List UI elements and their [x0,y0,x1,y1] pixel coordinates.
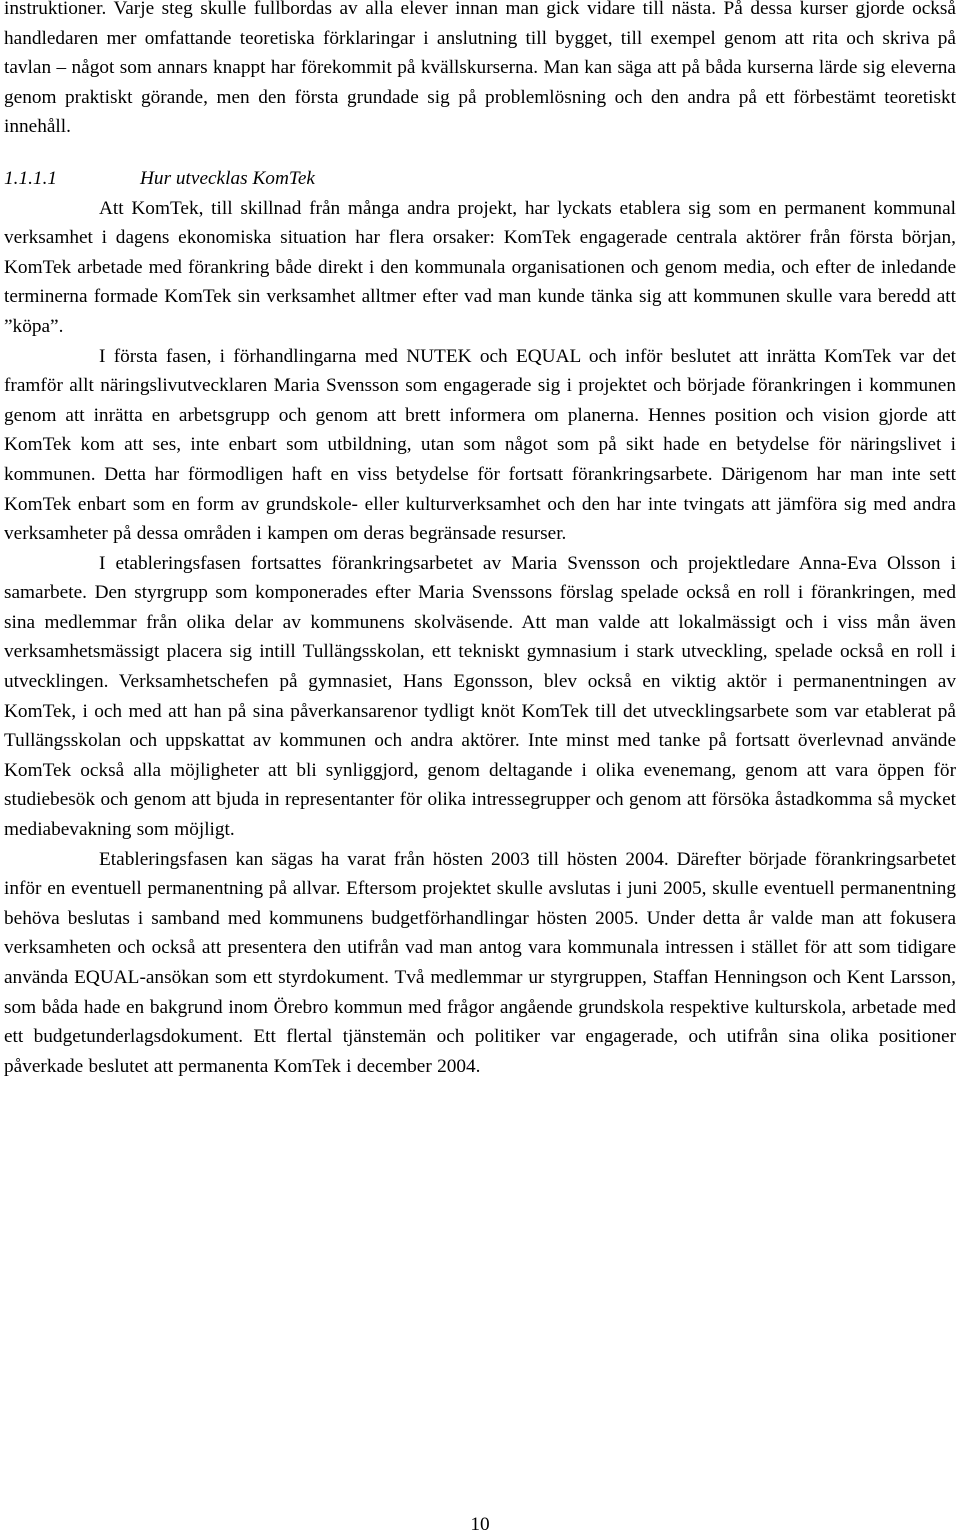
intro-paragraph: instruktioner. Varje steg skulle fullbordas av alla elever innan man gick vidare till nästa. På dessa kurser gjorde också handledaren mer omfattande teoretiska förklaringar i anslutning till bygget, till exempel genom att rita och skriva på tavlan – något som annars knappt har förekommit på kvällskurserna. Man kan säga att på båda kurserna lärde sig eleverna genom praktiskt görande, men den första grundade sig på problemlösning och den andra på ett förbestämt teoretiskt innehåll. [4,0,956,138]
page-number: 10 [470,1514,490,1535]
section-title: Hur utvecklas KomTek [140,167,315,189]
body-paragraph-1: Att KomTek, till skillnad från många andra projekt, har lyckats etablera sig som en permanent kommunal verksamhet i dagens ekonomiska situation har flera orsaker: KomTek engagerade centrala aktörer från första början, KomTek arbetade med förankring både direkt i den kommunala organisationen och genom media, och efter de inledande terminerna formade KomTek sin verksamhet alltmer efter vad man kunde tänka sig att kommunen skulle vara beredd att ”köpa”. [4,197,956,337]
body-paragraph-2: I första fasen, i förhandlingarna med NUTEK och EQUAL och inför beslutet att inrätta KomTek var det framför allt näringslivutvecklaren Maria Svensson som engagerade sig i projektet och började förankringen i kommunen genom att inrätta en arbetsgrupp och genom att brett informera om planerna. Hennes position och vision gjorde att KomTek kom att ses, inte enbart som utbildning, utan som något som på sikt hade en betydelse för näringslivet i kommunen. Detta har förmodligen haft en viss betydelse för fortsatt förankringsarbete. Därigenom har man inte sett KomTek enbart som en form av grundskole- eller kulturverksamhet och den har inte tvingats att jämföra sig med andra verksamheter på dessa områden i kampen om deras begränsade resurser. [4,345,956,545]
section-number: 1.1.1.1 [4,167,58,189]
document-page [4,0,956,1081]
section-heading [4,164,956,194]
body-paragraph-4: Etableringsfasen kan sägas ha varat från hösten 2003 till hösten 2004. Därefter började förankringsarbetet inför en eventuell permanentning på allvar. Eftersom projektet skulle avslutas i juni 2005, skulle eventuell permanentning behöva beslutas i samband med kommunens budgetförhandlingar hösten 2005. Under detta år valde man att fokusera verksamheten och också att presentera den utifrån vad man antog vara kommunala intressen i stället för att som tidigare använda EQUAL-ansökan som ett styrdokument. Två medlemmar ur styrgruppen, Staffan Henningson och Kent Larsson, som båda hade en bakgrund inom Örebro kommun med frågor angående grundskola respektive kulturskola, arbetade med ett budgetunderlagsdokument. Ett flertal tjänstemän och politiker var engagerade, och utifrån sina olika positioner påverkade beslutet att permanenta KomTek i december 2004. [4,848,956,1077]
body-paragraph-3: I etableringsfasen fortsattes förankringsarbetet av Maria Svensson och projektledare Anna-Eva Olsson i samarbete. Den styrgrupp som komponerades efter Maria Svenssons förslag spelade också en roll i förankringen, med sina medlemmar från olika delar av kommunens skolväsende. Att man valde att lokalmässigt och i viss mån även verksamhetsmässigt placera sig intill Tullängsskolan, ett tekniskt gymnasium i stark utveckling, spelade också en roll i utvecklingen. Verksamhetschefen på gymnasiet, Hans Egonsson, blev också en viktig aktör i permanentningen av KomTek, i och med att han på sina påverkansarenor tydligt knöt KomTek till det utvecklingsarbete som var etablerat på Tullängsskolan och uppskattat av kommunen och andra aktörer. Inte minst med tanke på fortsatt överlevnad använde KomTek också alla möjligheter att bli synliggjord, genom deltagande i olika evenemang, genom att vara öppen för studiebesök och genom att bjuda in representanter för olika intressegrupper och genom att försöka åstadkomma så mycket mediabevakning som möjligt. [4,552,956,841]
